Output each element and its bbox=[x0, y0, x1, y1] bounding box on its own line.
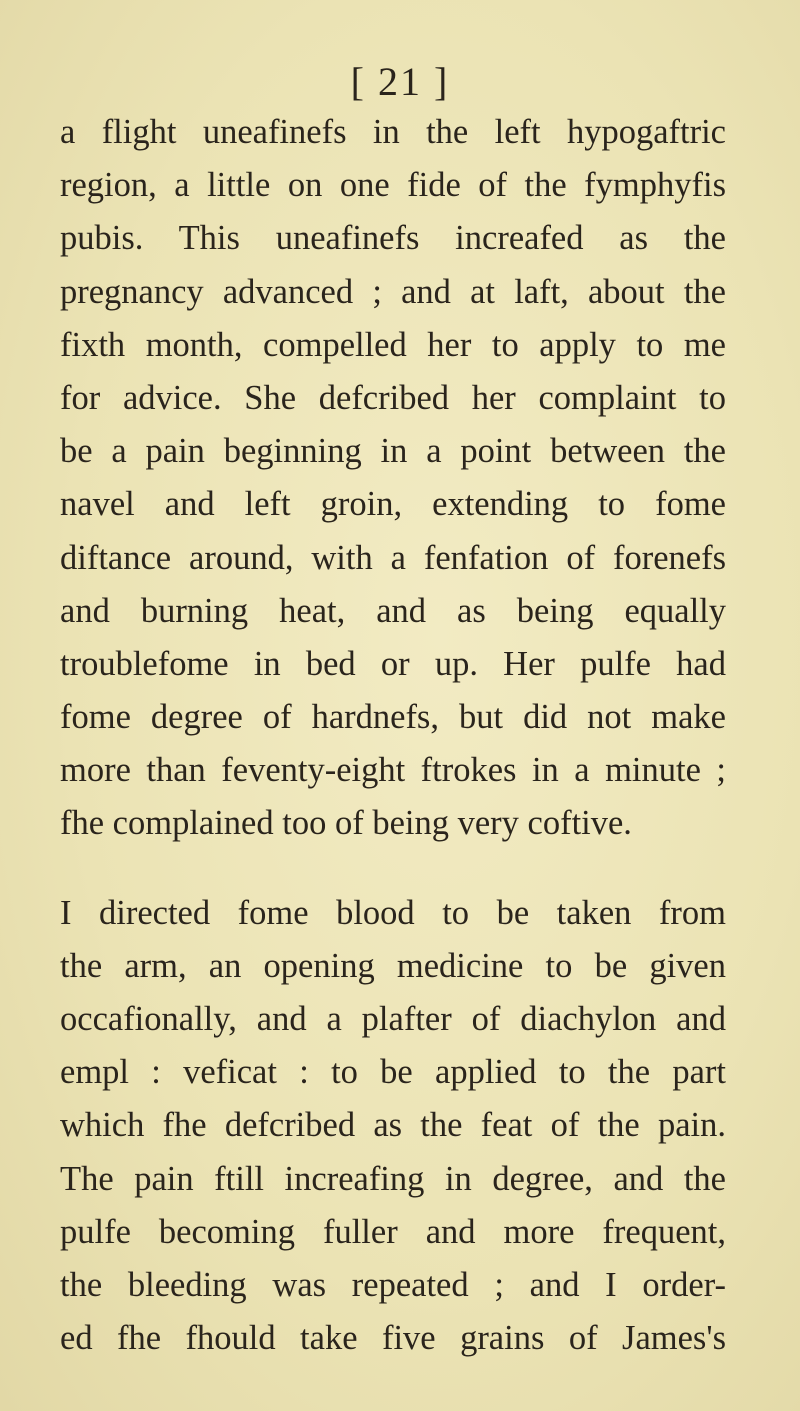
text-line: fome degree of hardnefs, but did not make bbox=[60, 698, 726, 737]
text-line: fhe complained too of being very coftive. bbox=[60, 804, 632, 843]
paragraph-2 bbox=[60, 887, 726, 1366]
text-line: navel and left groin, extending to fome bbox=[60, 485, 726, 524]
text-line: empl : veficat : to be applied to the part bbox=[60, 1053, 726, 1092]
text-line: a flight uneafinefs in the left hypogaftric bbox=[60, 113, 726, 151]
text-line: the arm, an opening medicine to be given bbox=[60, 946, 726, 985]
text-line: region, a little on one fide of the fymphyfis bbox=[60, 166, 726, 205]
body-text bbox=[60, 106, 726, 1365]
text-line: pulfe becoming fuller and more frequent, bbox=[60, 1212, 726, 1251]
text-line: troublefome in bed or up. Her pulfe had bbox=[60, 644, 726, 683]
page-number: [ 21 ] bbox=[350, 59, 450, 104]
text-line: I directed fome blood to be taken from bbox=[60, 893, 726, 932]
text-line: be a pain beginning in a point between the bbox=[60, 432, 726, 471]
text-line: pubis. This uneafinefs increafed as the bbox=[60, 219, 726, 258]
text-line: the bleeding was repeated ; and I order- bbox=[60, 1265, 726, 1304]
text-line: ed fhe fhould take five grains of James's bbox=[60, 1319, 726, 1358]
text-line: diftance around, with a fenfation of forenefs bbox=[60, 538, 726, 577]
text-line: fixth month, compelled her to apply to me bbox=[60, 325, 726, 364]
text-line: The pain ftill increafing in degree, and the bbox=[60, 1159, 726, 1198]
paragraph-1 bbox=[60, 106, 726, 851]
text-line: more than feventy-eight ftrokes in a minute ; bbox=[60, 751, 726, 790]
text-line: pregnancy advanced ; and at laft, about the bbox=[60, 272, 726, 311]
text-line: and burning heat, and as being equally bbox=[60, 591, 726, 630]
text-line: which fhe defcribed as the feat of the pain. bbox=[60, 1106, 726, 1145]
text-line: for advice. She defcribed her complaint to bbox=[60, 378, 726, 417]
text-line: occafionally, and a plafter of diachylon and bbox=[60, 1000, 726, 1038]
